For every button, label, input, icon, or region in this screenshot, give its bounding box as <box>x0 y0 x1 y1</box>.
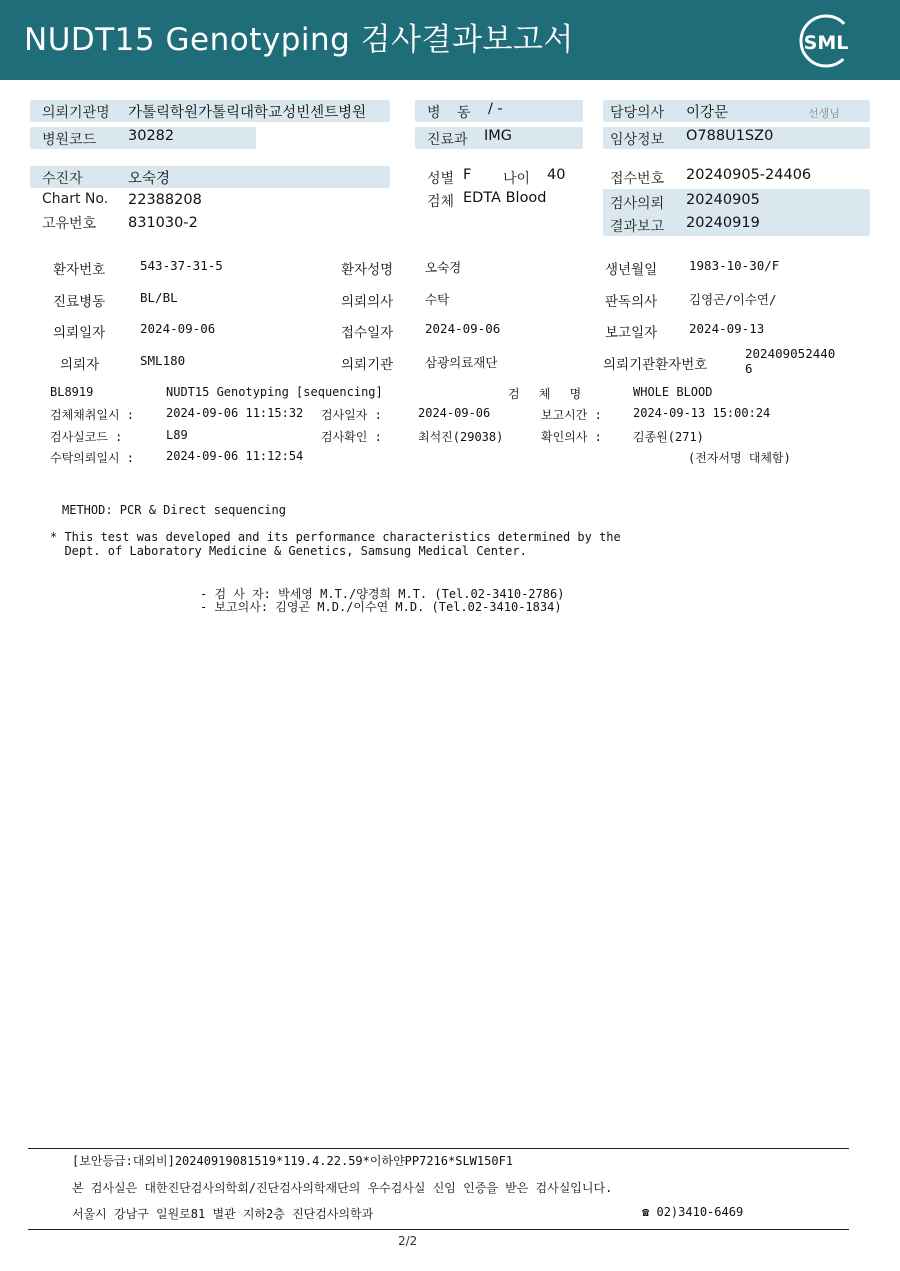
refdate: 2024-09-06 <box>140 321 216 336</box>
examinee-box <box>30 166 390 188</box>
request-label: 검사의뢰 <box>610 196 665 212</box>
reader: 김영곤/이수연/ <box>689 292 777 307</box>
consign-label: 수탁의뢰일시 : <box>50 451 135 465</box>
footer-divider-bottom <box>28 1229 849 1230</box>
note-line-2: Dept. of Laboratory Medicine & Genetics, Samsung Medical Center. <box>50 544 527 558</box>
repdate-label: 보고일자 <box>605 325 658 341</box>
ref-org: 가톨릭학원가톨릭대학교성빈센트병원 <box>128 105 367 121</box>
receipt-no: 20240905-24406 <box>686 167 812 183</box>
phone: 02)3410-6469 <box>656 1205 744 1219</box>
refdoc-label: 의뢰의사 <box>341 294 394 310</box>
note-line-1: * This test was developed and its performance characteristics determined by the <box>50 530 621 544</box>
test-code: BL8919 <box>50 385 94 399</box>
clinical-info: O788U1SZ0 <box>686 128 774 144</box>
security-line: [보안등급:대외비]20240919081519*119.4.22.59*이하얀PP7216*SLW150F1 <box>72 1154 514 1168</box>
confirm-label: 검사확인 : <box>321 430 382 444</box>
refpno-line1: 202409052440 <box>745 346 836 361</box>
pward-label: 진료병동 <box>53 294 106 310</box>
cert-line: 본 검사실은 대한진단검사의학회/진단검사의학재단의 우수검사실 신임 인증을 받은 검사실입니다. <box>72 1181 613 1195</box>
ref-org-label: 의뢰기관명 <box>42 105 110 121</box>
recdate: 2024-09-06 <box>425 321 501 336</box>
receipt-label: 접수번호 <box>610 171 665 187</box>
phone-icon: ☎ <box>642 1205 650 1219</box>
dept: IMG <box>484 128 513 144</box>
staff-line-2: - 보고의사: 김영곤 M.D./이수연 M.D. (Tel.02-3410-1834) <box>200 600 562 614</box>
specimen-label: 검체 <box>427 194 455 210</box>
room-label: 검사실코드 : <box>50 430 123 444</box>
specimen: EDTA Blood <box>463 190 547 206</box>
examinee-label: 수진자 <box>42 171 83 187</box>
chart-label: Chart No. <box>42 191 109 207</box>
ward-label: 병 동 <box>427 105 477 121</box>
refpno-line2: 6 <box>745 361 753 376</box>
test-name: NUDT15 Genotyping [sequencing] <box>166 385 383 399</box>
phone-group <box>642 1205 743 1219</box>
sml-logo <box>798 13 854 69</box>
chart-no: 22388208 <box>128 192 202 208</box>
test-specimen: WHOLE BLOOD <box>633 385 713 399</box>
report-date: 20240919 <box>686 215 760 231</box>
pno: 543-37-31-5 <box>140 258 223 273</box>
report-label: 결과보고 <box>610 219 665 235</box>
recdate-label: 접수일자 <box>341 325 394 341</box>
uid: 831030-2 <box>128 215 198 231</box>
age: 40 <box>547 167 566 183</box>
doctor: 이강문 <box>686 105 729 121</box>
pname-label: 환자성명 <box>341 262 394 278</box>
hosp-code-label: 병원코드 <box>42 132 97 148</box>
confirm: 최석진(29038) <box>418 430 504 444</box>
collect: 2024-09-06 11:15:32 <box>166 406 304 420</box>
collect-label: 검체채취일시 : <box>50 408 135 422</box>
reforg-label: 의뢰기관 <box>341 357 394 373</box>
method: METHOD: PCR & Direct sequencing <box>62 503 286 517</box>
dept-label: 진료과 <box>427 132 468 148</box>
reptime-label: 보고시간 : <box>541 408 602 422</box>
dob: 1983-10-30/F <box>689 258 780 273</box>
examinee: 오숙경 <box>128 171 171 187</box>
testdate: 2024-09-06 <box>418 406 491 420</box>
reptime: 2024-09-13 15:00:24 <box>633 406 771 420</box>
sex: F <box>463 167 472 183</box>
pward: BL/BL <box>140 290 178 305</box>
doctor-suffix: 선생님 <box>808 107 840 120</box>
sex-label: 성별 <box>427 171 455 187</box>
hosp-code: 30282 <box>128 128 175 144</box>
refdate-label: 의뢰일자 <box>53 325 106 341</box>
staff-line-1: - 검 사 자: 박세영 M.T./양경희 M.T. (Tel.02-3410-2786) <box>200 587 565 601</box>
report-title: NUDT15 Genotyping 검사결과보고서 <box>24 22 574 58</box>
uid-label: 고유번호 <box>42 216 97 232</box>
ward: / - <box>488 101 503 117</box>
address-line: 서울시 강남구 일원로81 별관 지하2층 진단검사의학과 <box>72 1207 374 1221</box>
age-label: 나이 <box>503 171 531 187</box>
esign-note: (전자서명 대체함) <box>688 451 791 465</box>
refdoc: 수탁 <box>425 292 450 307</box>
testdate-label: 검사일자 : <box>321 408 382 422</box>
consign: 2024-09-06 11:12:54 <box>166 449 304 463</box>
requester: SML180 <box>140 353 186 368</box>
clinical-label: 임상정보 <box>610 132 665 148</box>
doctor-label: 담당의사 <box>610 105 665 121</box>
footer-divider-top <box>28 1148 849 1149</box>
room: L89 <box>166 428 188 442</box>
refpno-label: 의뢰기관환자번호 <box>603 357 708 373</box>
logo-text: SML <box>803 32 849 54</box>
reader-label: 판독의사 <box>605 294 658 310</box>
confirmdoc-label: 확인의사 : <box>541 430 602 444</box>
request-date: 20240905 <box>686 192 760 208</box>
pname: 오숙경 <box>425 260 462 275</box>
confirmdoc: 김종원(271) <box>633 430 704 444</box>
test-specimen-label: 검 체 명 <box>508 387 588 401</box>
reforg: 삼광의료재단 <box>425 355 498 370</box>
dob-label: 생년월일 <box>605 262 658 278</box>
repdate: 2024-09-13 <box>689 321 765 336</box>
pno-label: 환자번호 <box>53 262 106 278</box>
requester-label: 의뢰자 <box>60 357 100 373</box>
page-number: 2/2 <box>398 1234 418 1248</box>
